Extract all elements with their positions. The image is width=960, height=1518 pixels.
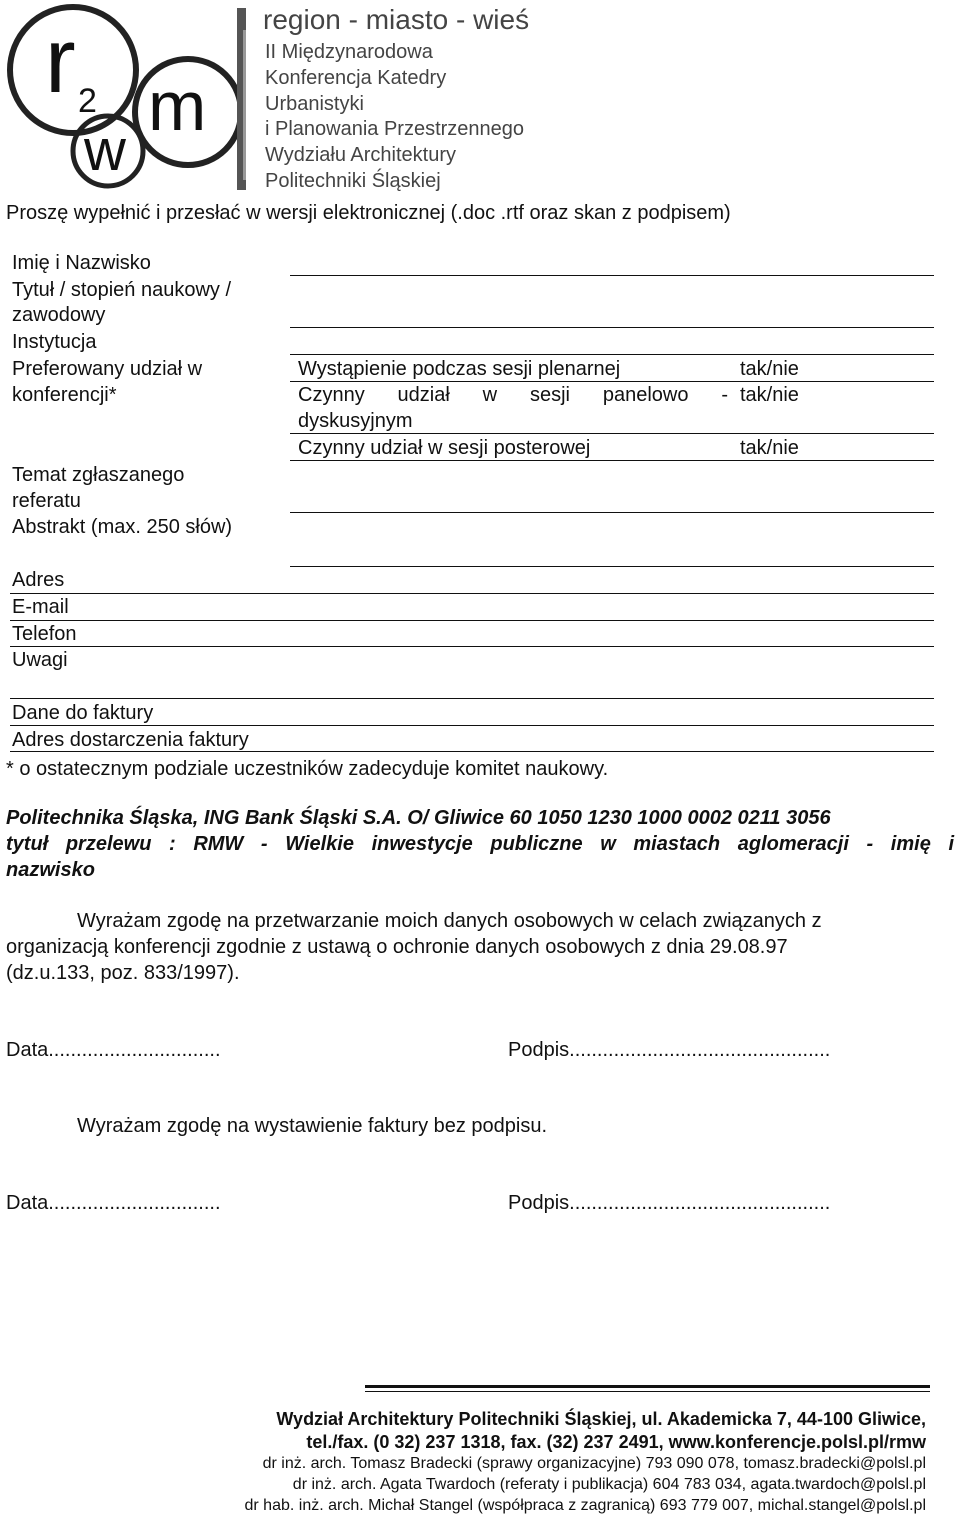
phone-label: Telefon (12, 623, 77, 645)
invoice-consent-text: Wyrażam zgodę na wystawienie faktury bez podpisu. (77, 1115, 548, 1137)
footer-organizer-2: dr inż. arch. Agata Twardoch (referaty i publikacja) 604 783 034, agata.twardoch@polsl.pl (292, 1476, 926, 1493)
academic-title-field-line[interactable] (290, 327, 934, 328)
bank-account: Politechnika Śląska, ING Bank Śląski S.A. O/ Gliwice 60 1050 1230 1000 0002 0211 3056 (6, 807, 831, 829)
option-panel-yes-no[interactable]: tak/nie (740, 384, 799, 406)
footer-organizer-1: dr inż. arch. Tomasz Bradecki (sprawy organizacyjne) 793 090 078, tomasz.bradecki@polsl.pl (262, 1455, 926, 1472)
signature-field-2[interactable]: Podpis............................................... (508, 1192, 831, 1214)
transfer-title: tytuł przelewu : RMW - Wielkie inwestycje publiczne w miastach aglomeracji - imię i (6, 833, 954, 855)
topic-field-line[interactable] (290, 512, 934, 513)
option-poster[interactable]: Czynny udział w sesji posterowej (298, 437, 591, 459)
invoice-data-label: Dane do faktury (12, 702, 154, 724)
logo-letter-w: w (84, 118, 126, 183)
academic-title-label-cont: zawodowy (12, 304, 106, 326)
conference-subtitle-line: Politechniki Śląskiej (265, 170, 441, 192)
option-panel[interactable]: Czynny udział w sesji panelowo - (298, 384, 728, 406)
logo-letter-m: m (148, 67, 207, 145)
invoice-address-label: Adres dostarczenia faktury (12, 729, 249, 751)
data-consent-text: Wyrażam zgodę na przetwarzanie moich danych osobowych w celach związanych z (77, 910, 822, 932)
footer-contact: tel./fax. (0 32) 237 1318, fax. (32) 237 2491, www.konferencje.polsl.pl/rmw (306, 1432, 926, 1452)
abstract-field-line[interactable] (290, 566, 934, 567)
address-label: Adres (12, 569, 65, 591)
conference-title: region - miasto - wieś (263, 4, 530, 35)
academic-title-label: Tytuł / stopień naukowy / (12, 279, 232, 301)
abstract-label: Abstrakt (max. 250 słów) (12, 516, 233, 538)
date-field-1[interactable]: Data............................... (6, 1039, 221, 1061)
option-poster-yes-no[interactable]: tak/nie (740, 437, 799, 459)
data-consent-text-cont: (dz.u.133, poz. 833/1997). (6, 962, 240, 984)
transfer-title-cont: nazwisko (6, 859, 95, 881)
divider (290, 433, 934, 434)
address-field-line[interactable] (10, 593, 934, 594)
topic-label: Temat zgłaszanego (12, 464, 185, 486)
conference-subtitle-line: II Międzynarodowa (265, 41, 433, 63)
signature-field-1[interactable]: Podpis............................................... (508, 1039, 831, 1061)
conference-subtitle-line: Konferencja Katedry (265, 67, 447, 89)
conference-subtitle-line: Urbanistyki (265, 93, 364, 115)
phone-field-line[interactable] (10, 646, 934, 647)
option-plenary-yes-no[interactable]: tak/nie (740, 358, 799, 380)
institution-field-line[interactable] (290, 354, 934, 355)
participation-label: Preferowany udział w (12, 358, 203, 380)
divider (290, 460, 934, 461)
footer-rule (365, 1385, 930, 1388)
option-plenary[interactable]: Wystąpienie podczas sesji plenarnej (298, 358, 621, 380)
option-panel-cont: dyskusyjnym (298, 410, 413, 432)
logo-letter-r: r (45, 10, 76, 112)
invoice-address-field-line[interactable] (10, 751, 934, 752)
participation-label-cont: konferencji* (12, 384, 117, 406)
institution-label: Instytucja (12, 331, 97, 353)
conference-logo (0, 0, 250, 195)
notes-label: Uwagi (12, 649, 68, 671)
notes-field-line[interactable] (10, 698, 934, 699)
logo-digit-2: 2 (78, 82, 97, 120)
email-label: E-mail (12, 596, 69, 618)
conference-subtitle-line: i Planowania Przestrzennego (265, 118, 525, 140)
footnote: * o ostatecznym podziale uczestników zadecyduje komitet naukowy. (6, 758, 609, 780)
footer-address: Wydział Architektury Politechniki Śląskiej, ul. Akademicka 7, 44-100 Gliwice, (276, 1409, 926, 1429)
logo-brush-stroke-light (243, 30, 246, 180)
instruction-text: Proszę wypełnić i przesłać w wersji elektronicznej (.doc .rtf oraz skan z podpisem) (6, 202, 731, 224)
footer-organizer-3: dr hab. inż. arch. Michał Stangel (współpraca z zagranicą) 693 779 007, michal.stangel@polsl.pl (244, 1497, 926, 1514)
conference-subtitle-line: Wydziału Architektury (265, 144, 456, 166)
date-field-2[interactable]: Data............................... (6, 1192, 221, 1214)
name-field-line[interactable] (290, 275, 934, 276)
email-field-line[interactable] (10, 620, 934, 621)
invoice-data-field-line[interactable] (10, 725, 934, 726)
name-label: Imię i Nazwisko (12, 252, 151, 274)
footer-rule-thin (365, 1391, 930, 1392)
topic-label-cont: referatu (12, 490, 81, 512)
data-consent-text-cont: organizacją konferencji zgodnie z ustawą o ochronie danych osobowych z dnia 29.08.97 (6, 936, 788, 958)
